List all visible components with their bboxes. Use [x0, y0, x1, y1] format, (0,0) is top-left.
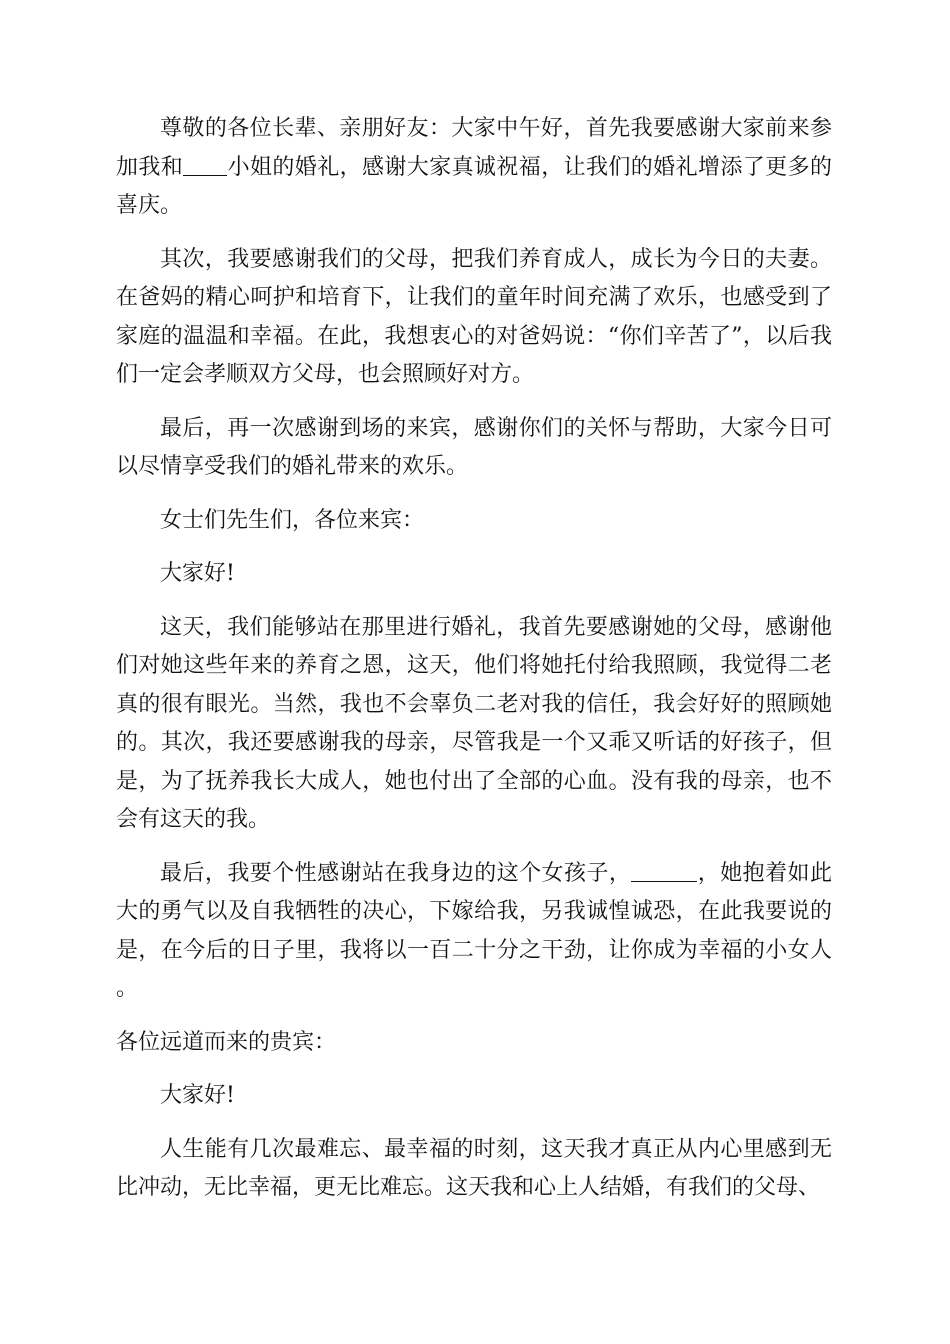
paragraph-hello: 大家好!	[160, 1083, 235, 1108]
paragraph-thanks-guests: 最后，再一次感谢到场的来宾，感谢你们的关怀与帮助，大家今日可以尽情享受我们的婚礼带来的欢乐。	[116, 415, 832, 479]
paragraph-text: 最后，我要个性感谢站在我身边的这个女孩子，	[160, 860, 632, 886]
paragraph-greeting-thanks	[116, 110, 832, 226]
paragraph-thanks-her-parents: 这天，我们能够站在那里进行婚礼，我首先要感谢她的父母，感谢他们对她这些年来的养育之恩，这天，他们将她托付给我照顾，我觉得二老真的很有眼光。当然，我也不会辜负二老对我的信任，我会好好的照顾她的。其次，我还要感谢我的母亲，尽管我是一个又乖又听话的好孩子，但是，为了抚养我长大成人，她也付出了全部的心血。没有我的母亲，也不会有这天的我。	[116, 614, 832, 832]
paragraph-salutation: 女士们先生们，各位来宾：	[160, 507, 425, 533]
paragraph-salutation-guests: 各位远道而来的贵宾：	[116, 1029, 337, 1055]
paragraph-hello: 大家好!	[160, 561, 235, 586]
name-blank-line	[183, 153, 227, 176]
document-page	[116, 110, 832, 1223]
paragraph-text: 小姐的婚礼，感谢大家真诚祝福，让我们的婚礼增添了更多的喜庆。	[116, 154, 832, 218]
paragraph-thanks-bride	[116, 855, 832, 1009]
paragraph-thanks-parents: 其次，我要感谢我们的父母，把我们养育成人，成长为今日的夫妻。在爸妈的精心呵护和培育下，让我们的童年时间充满了欢乐，也感受到了家庭的温温和幸福。在此，我想衷心的对爸妈说：“你们辛苦了”，以后我们一定会孝顺双方父母，也会照顾好对方。	[116, 246, 832, 387]
paragraph-text: ，她抱着如此大的勇气以及自我牺牲的决心，下嫁给我，另我诚惶诚恐，在此我要说的是，在今后的日子里，我将以一百二十分之干劲，让你成为幸福的小女人。	[116, 860, 832, 1001]
paragraph-happiest-moment: 人生能有几次最难忘、最幸福的时刻，这天我才真正从内心里感到无比冲动，无比幸福，更无比难忘。这天我和心上人结婚，有我们的父母、	[116, 1136, 832, 1200]
paragraph-text: 尊敬的各位长辈、亲朋好友：大家中午好，首先我要感谢大家前来参加我和	[116, 116, 832, 180]
name-blank-line	[631, 859, 697, 882]
